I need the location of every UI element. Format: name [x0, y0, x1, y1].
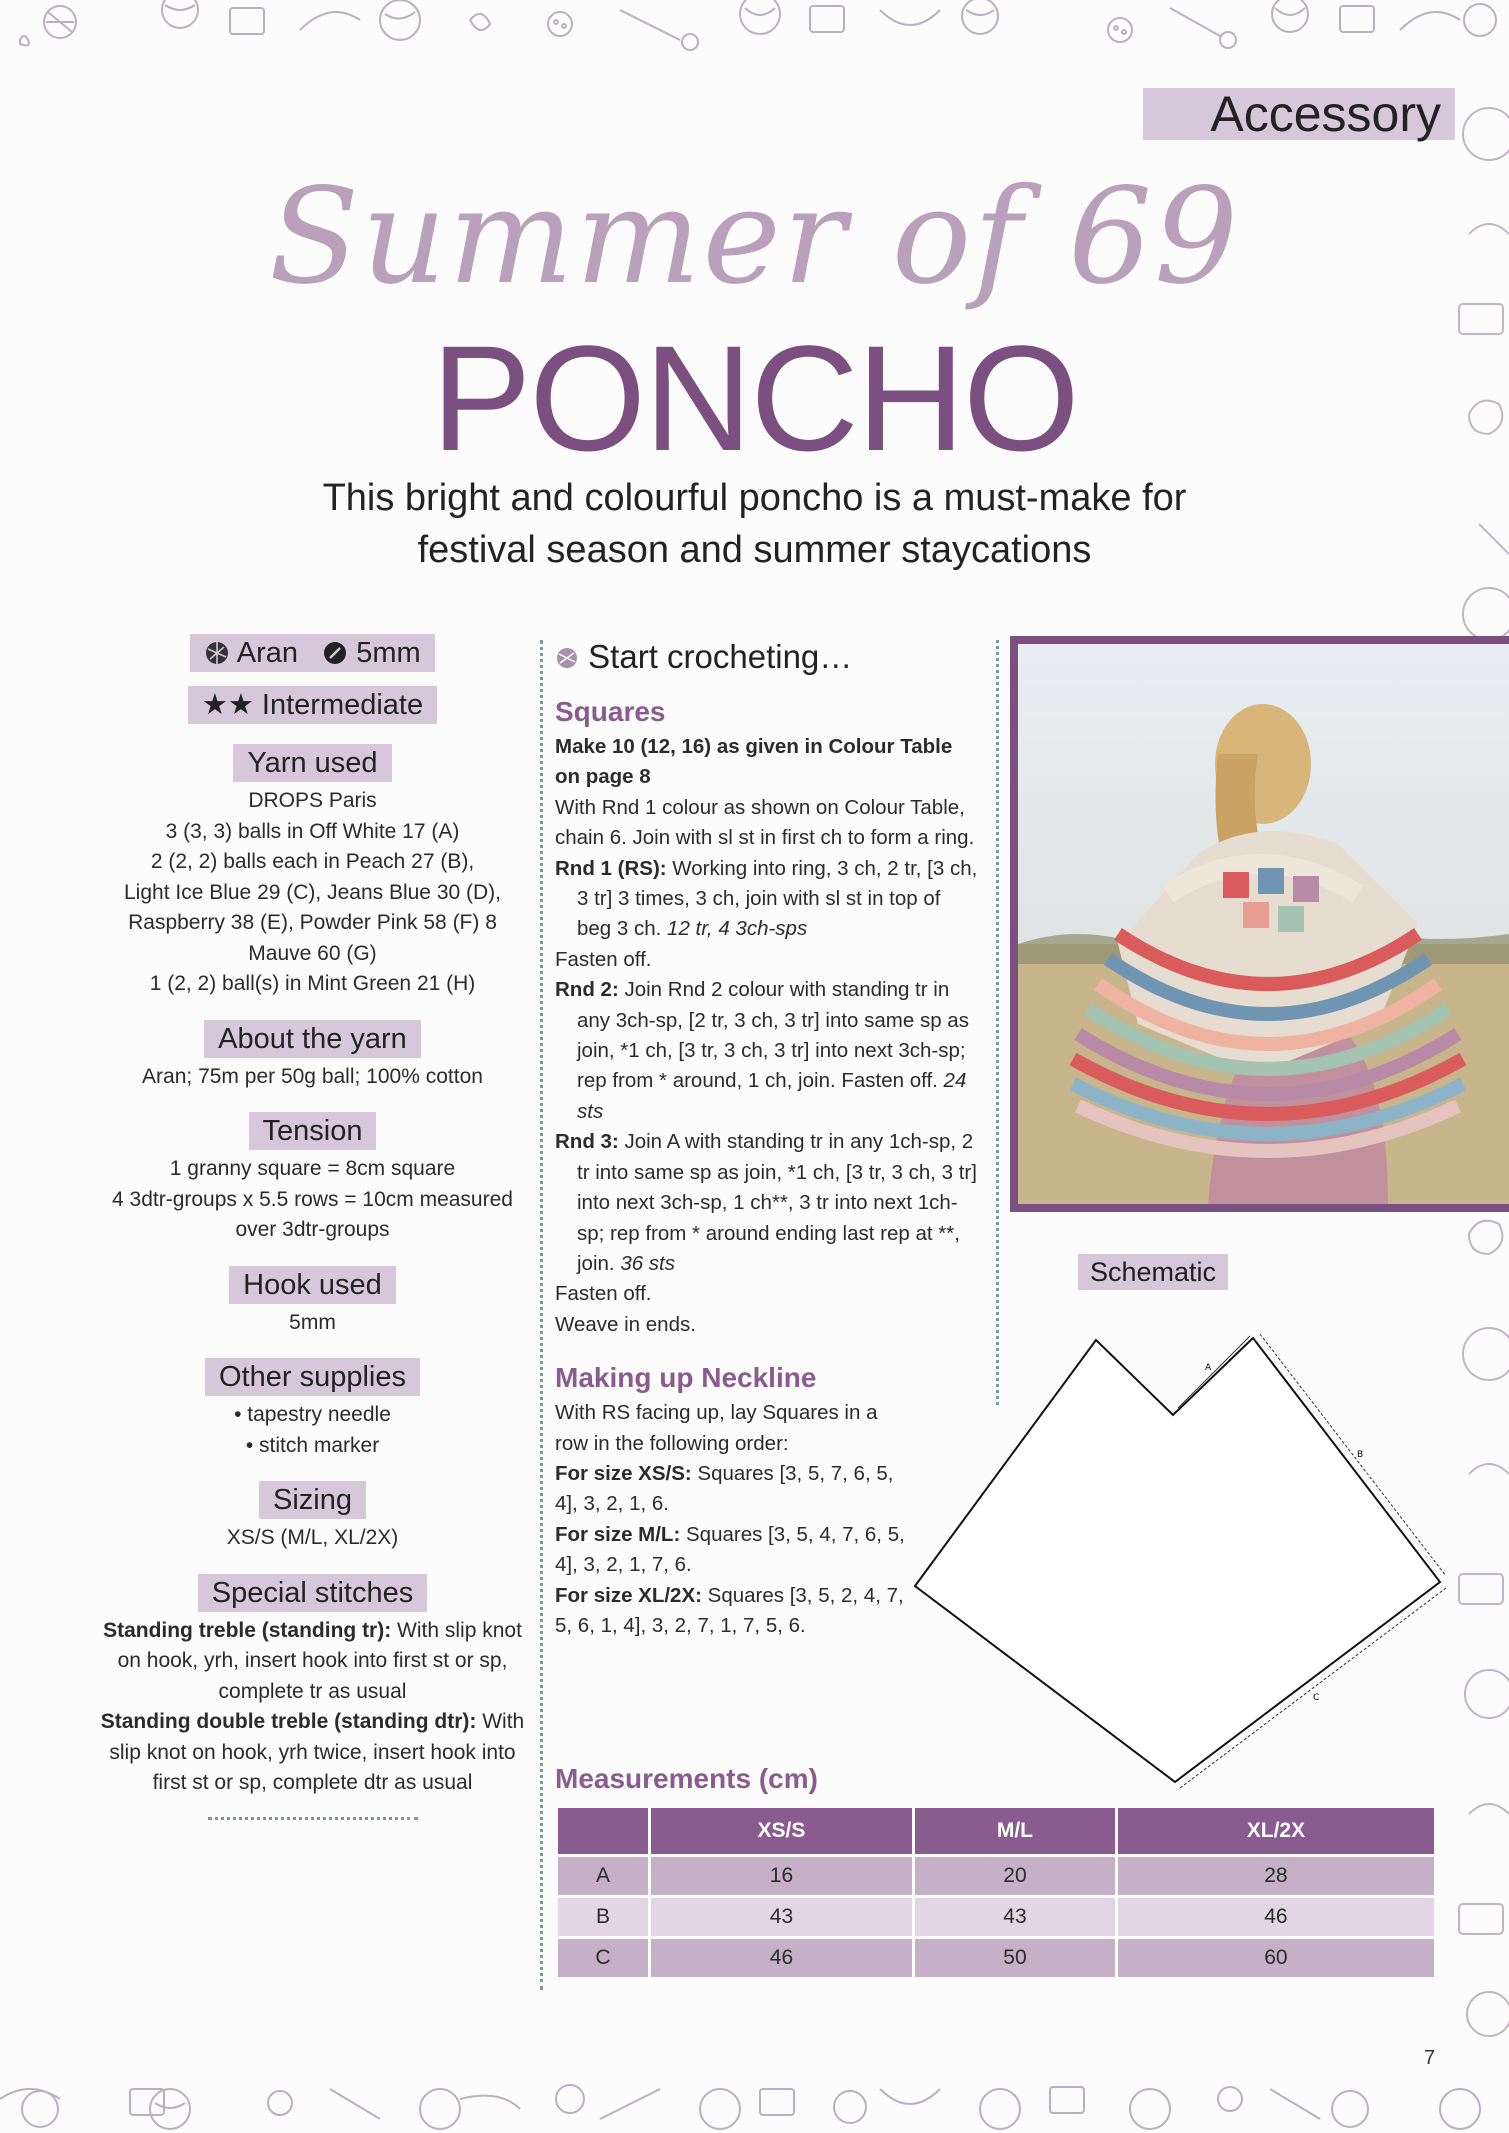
title-script: Summer of 69: [268, 160, 1241, 314]
section-heading: Tension: [249, 1112, 377, 1150]
schematic-mark-a: A: [1205, 1363, 1212, 1373]
tension-section: [95, 1112, 530, 1246]
size-order: For size XL/2X: Squares [3, 5, 2, 4, 7, 5, 6, 1, 4], 3, 2, 7, 1, 7, 5, 6.: [555, 1583, 904, 1637]
sizing-section: [95, 1481, 530, 1554]
yarn-ball-icon: [555, 638, 579, 675]
table-cell: 46: [1118, 1898, 1434, 1936]
table-cell: C: [558, 1939, 648, 1977]
table-header: [558, 1808, 648, 1854]
page-number: 7: [1424, 2047, 1436, 2069]
yarn-pattern-icon: [0, 0, 1509, 54]
difficulty-badge: [95, 686, 530, 724]
subtitle-line-1: This bright and colourful poncho is a must-make for: [322, 477, 1187, 519]
table-cell: 20: [915, 1857, 1115, 1895]
hook-icon: [322, 637, 356, 669]
category-label: Accessory: [1210, 86, 1441, 142]
table-header: XL/2X: [1118, 1808, 1434, 1854]
yarn-line: 1 (2, 2) ball(s) in Mint Green 21 (H): [149, 972, 476, 995]
making-up-heading: Making up Neckline: [555, 1362, 817, 1394]
table-cell: 46: [651, 1939, 912, 1977]
size-order: For size M/L: Squares [3, 5, 4, 7, 6, 5, 4], 3, 2, 1, 7, 6.: [555, 1522, 905, 1577]
section-heading: Special stitches: [198, 1574, 428, 1612]
start-heading: Start crocheting…: [555, 632, 980, 682]
supply-item: • stitch marker: [245, 1433, 380, 1457]
size-order: For size XS/S: Squares [3, 5, 7, 6, 5, 4], 3, 2, 1, 6.: [555, 1461, 894, 1516]
poncho-photo: [1018, 644, 1509, 1204]
hook-used-text: 5mm: [289, 1310, 336, 1334]
weave-ends: Weave in ends.: [555, 1312, 696, 1336]
supply-item: • tapestry needle: [234, 1403, 391, 1426]
yarn-line: 3 (3, 3) balls in Off White 17 (A): [165, 819, 460, 843]
table-cell: 60: [1118, 1939, 1434, 1977]
table-cell: 43: [651, 1898, 912, 1936]
yarn-line: Mauve 60 (G): [248, 941, 377, 965]
category-tag: [1143, 88, 1455, 140]
table-cell: 16: [651, 1857, 912, 1895]
subtitle-line-2: festival season and summer staycations: [417, 529, 1092, 571]
divider: [208, 1817, 418, 1820]
difficulty-level: Intermediate: [261, 689, 424, 721]
subtitle: [0, 472, 1509, 576]
section-heading: Hook used: [229, 1266, 396, 1304]
table-row: [558, 1939, 1434, 1977]
table-cell: A: [558, 1857, 648, 1895]
bottom-decorative-border: [0, 2069, 1509, 2133]
table-row: [558, 1898, 1434, 1936]
table-header-row: [558, 1808, 1434, 1854]
tension-line: 4 3dtr-groups x 5.5 rows = 10cm measured: [112, 1187, 513, 1211]
measurements-table: [555, 1805, 1437, 1980]
round-2: Rnd 2: Join Rnd 2 colour with standing tr in any 3ch-sp, [2 tr, 3 ch, 3 tr] into same sp as join, *1 ch, [3 tr, 3 ch, 3 tr] into next 3ch-sp; rep from * around, 1 ch, join. Fasten off. 24 sts: [555, 978, 969, 1123]
fasten-off: Fasten off.: [555, 947, 652, 971]
top-decorative-border: [0, 0, 1509, 54]
column-divider: [996, 640, 999, 1405]
special-stitch: Standing double treble (standing dtr): With slip knot on hook, yrh twice, insert hook into first st or sp, complete dtr as usual: [100, 1710, 525, 1794]
table-header: M/L: [915, 1808, 1115, 1854]
yarn-line: Raspberry 38 (E), Powder Pink 58 (F) 8: [128, 911, 497, 934]
yarn-pattern-icon: [0, 2069, 1509, 2133]
tension-line: over 3dtr-groups: [235, 1218, 390, 1241]
squares-intro: Make 10 (12, 16) as given in Colour Table on page 8: [555, 735, 953, 789]
making-up-body: [555, 1398, 915, 1641]
schematic-mark-b: B: [1357, 1450, 1364, 1460]
column-divider: [540, 640, 543, 1990]
yarn-line: 2 (2, 2) balls each in Peach 27 (B),: [150, 850, 475, 873]
section-heading: Other supplies: [205, 1358, 420, 1396]
section-heading: Sizing: [259, 1481, 366, 1519]
round-1: Rnd 1 (RS): Working into ring, 3 ch, 2 tr, [3 ch, 3 tr] 3 times, 3 ch, join with sl st in top of beg 3 ch. 12 tr, 4 3ch-sps: [555, 856, 978, 941]
rnd1-setup: With Rnd 1 colour as shown on Colour Table, chain 6. Join with sl st in first ch to form a ring.: [555, 795, 975, 850]
section-heading: About the yarn: [204, 1020, 421, 1058]
table-header: XS/S: [651, 1808, 912, 1854]
schematic-diagram: [910, 1330, 1450, 1790]
fasten-off: Fasten off.: [555, 1282, 652, 1306]
schematic-label: Schematic: [1078, 1254, 1228, 1290]
table-cell: 28: [1118, 1857, 1434, 1895]
special-stitches-section: [95, 1574, 530, 1799]
table-cell: 50: [915, 1939, 1115, 1977]
yarn-line: Light Ice Blue 29 (C), Jeans Blue 30 (D),: [123, 880, 501, 904]
yarn-weight-badge: [95, 634, 530, 672]
difficulty-stars: ★★: [201, 689, 254, 721]
poncho-photo-frame: [1010, 636, 1509, 1212]
yarn-ball-icon: [204, 637, 236, 669]
about-yarn-section: [95, 1020, 530, 1093]
sizing-text: XS/S (M/L, XL/2X): [226, 1526, 399, 1549]
special-stitch: Standing treble (standing tr): With slip knot on hook, yrh, insert hook into first st or sp, complete tr as usual: [103, 1618, 522, 1703]
page-title: PONCHO: [431, 314, 1078, 482]
about-yarn-text: Aran; 75m per 50g ball; 100% cotton: [142, 1064, 483, 1088]
round-3: Rnd 3: Join A with standing tr in any 1ch-sp, 2 tr into same sp as join, *1 ch, [3 tr, 3 ch, 3 tr] into next 3ch-sp, 1 ch**, 3 tr into next 1ch-sp; rep from * around ending last rep at **, join. 36 sts: [555, 1130, 977, 1275]
pattern-info-column: [95, 634, 530, 1820]
yarn-weight: Aran: [236, 637, 299, 669]
hook-used-section: [95, 1266, 530, 1339]
table-cell: 43: [915, 1898, 1115, 1936]
yarn-used-section: [95, 744, 530, 1000]
tension-line: 1 granny square = 8cm square: [169, 1157, 456, 1180]
measurements-title: Measurements (cm): [555, 1763, 818, 1794]
schematic-mark-c: C: [1313, 1693, 1320, 1703]
hook-size: 5mm: [356, 637, 421, 669]
squares-heading: Squares: [555, 696, 666, 727]
other-supplies-section: [95, 1358, 530, 1461]
section-heading: Yarn used: [233, 744, 391, 782]
table-cell: B: [558, 1898, 648, 1936]
table-row: [558, 1857, 1434, 1895]
yarn-line: DROPS Paris: [248, 789, 377, 812]
making-up-intro: With RS facing up, lay Squares in a row in the following order:: [555, 1401, 878, 1455]
